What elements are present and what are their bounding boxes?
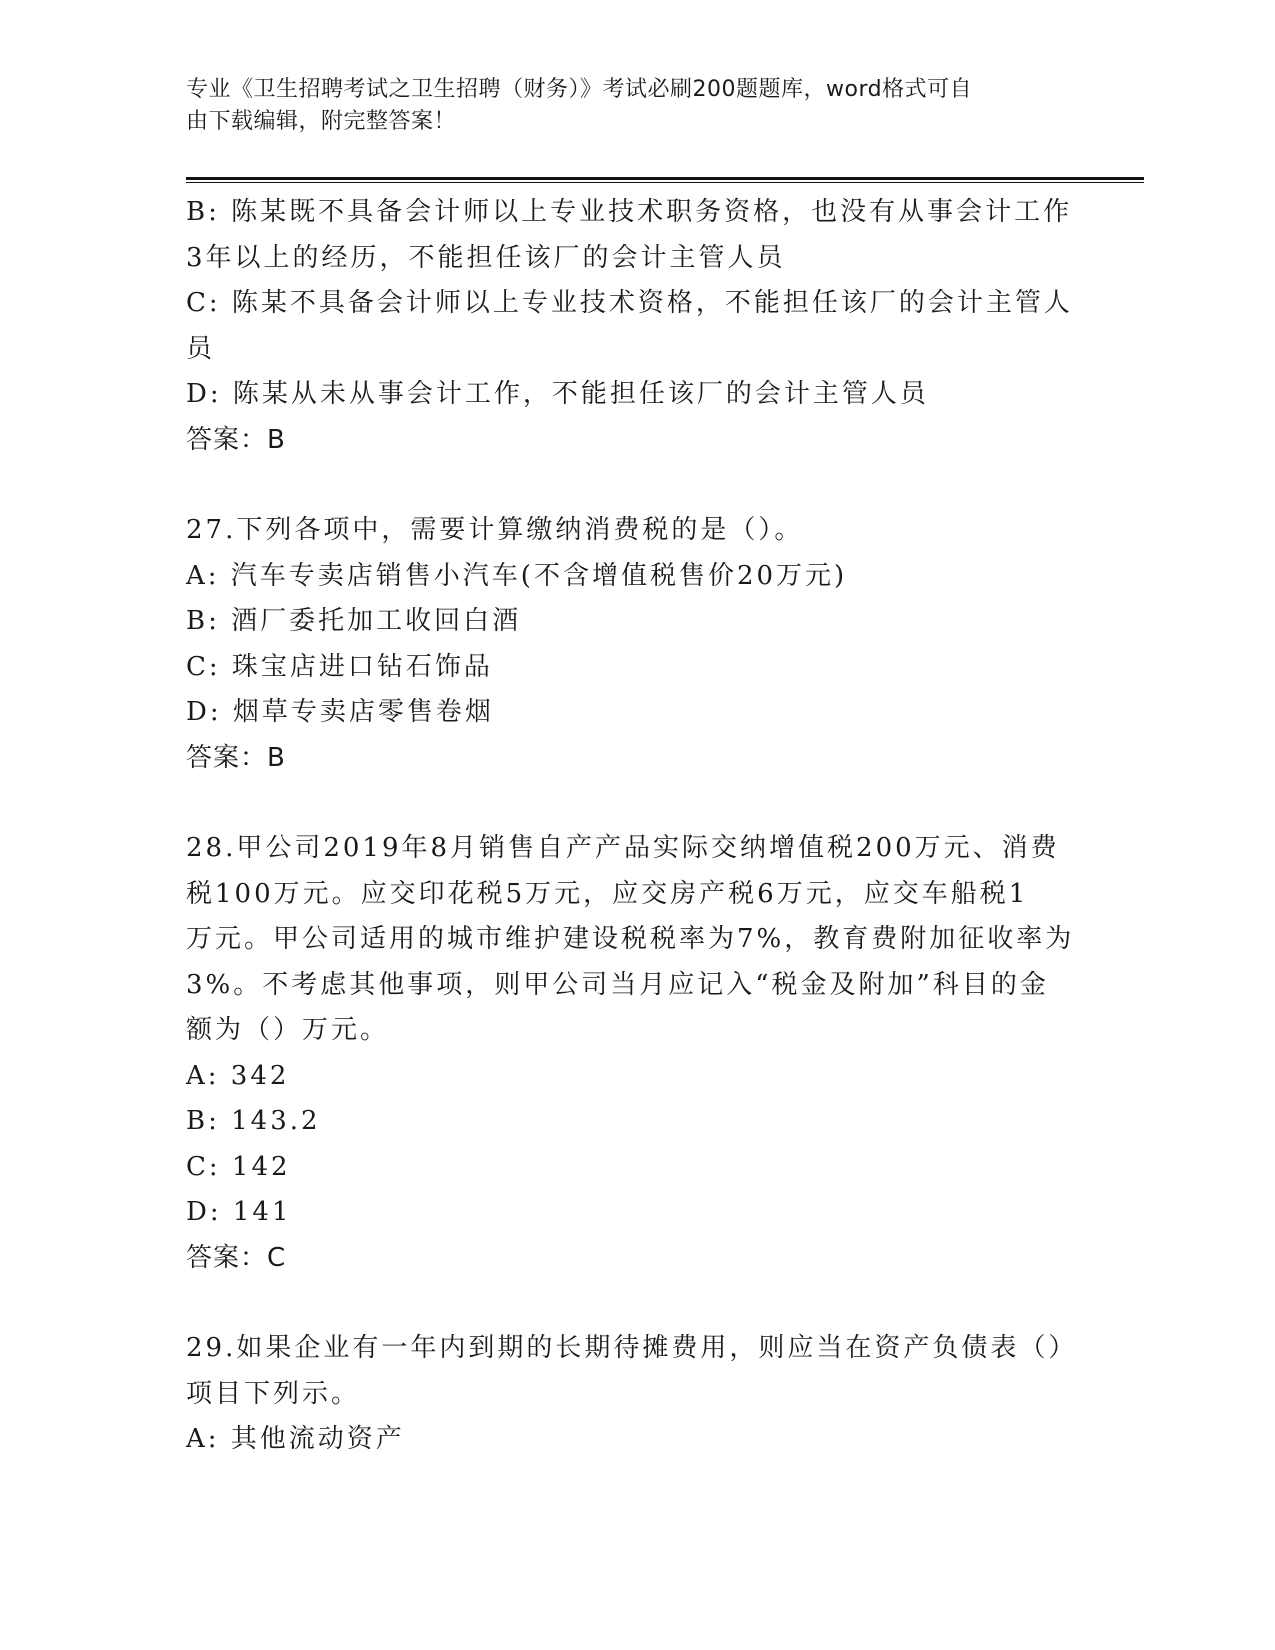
question-stem-line-4: 3%。不考虑其他事项，则甲公司当月应记入“税金及附加”科目的金 xyxy=(186,969,1049,1000)
question-stem-line-2: 项目下列示。 xyxy=(186,1378,361,1409)
answer: 答案：B xyxy=(186,424,286,455)
option-d: D: 141 xyxy=(186,1197,292,1227)
question-26 xyxy=(186,190,1076,463)
option-c: C: 142 xyxy=(186,1151,291,1182)
answer: 答案：C xyxy=(186,1242,287,1273)
option-a: A: 342 xyxy=(186,1060,290,1091)
spacer xyxy=(186,781,1076,826)
option-b-line-2: 3年以上的经历，不能担任该厂的会计主管人员 xyxy=(186,242,786,273)
question-stem-line-1: 28.甲公司2019年8月销售自产产品实际交纳增值税200万元、消费 xyxy=(186,833,1060,863)
question-stem-line-1: 29.如果企业有一年内到期的长期待摊费用，则应当在资产负债表（） xyxy=(186,1333,1078,1363)
answer: 答案：B xyxy=(186,742,286,773)
option-d: D: 烟草专卖店零售卷烟 xyxy=(186,697,494,727)
question-stem: 27.下列各项中，需要计算缴纳消费税的是（）。 xyxy=(186,515,804,545)
question-stem-line-5: 额为（）万元。 xyxy=(186,1015,390,1045)
spacer xyxy=(186,463,1076,508)
spacer xyxy=(186,1281,1076,1326)
option-b: B: 酒厂委托加工收回白酒 xyxy=(186,606,522,636)
option-c-line-2: 员 xyxy=(186,333,216,364)
option-c-line-1: C: 陈某不具备会计师以上专业技术资格，不能担任该厂的会计主管人 xyxy=(186,288,1073,318)
question-28 xyxy=(186,826,1076,1281)
header-rule-thick xyxy=(186,177,1144,180)
question-29 xyxy=(186,1326,1076,1463)
option-d: D: 陈某从未从事会计工作，不能担任该厂的会计主管人员 xyxy=(186,379,929,409)
header-line-2: 由下载编辑，附完整答案！ xyxy=(186,109,457,134)
option-c: C: 珠宝店进口钻石饰品 xyxy=(186,651,493,682)
option-a: A: 其他流动资产 xyxy=(186,1424,405,1454)
option-b: B: 143.2 xyxy=(186,1106,321,1136)
option-a: A: 汽车专卖店销售小汽车(不含增值税售价20万元) xyxy=(186,560,848,591)
question-stem-line-2: 税100万元。应交印花税5万元，应交房产税6万元，应交车船税1 xyxy=(186,878,1029,909)
option-b-line-1: B: 陈某既不具备会计师以上专业技术职务资格，也没有从事会计工作 xyxy=(186,197,1073,227)
header-rule-thin xyxy=(186,182,1144,183)
question-list xyxy=(186,190,1076,1463)
header-line-1: 专业《卫生招聘考试之卫生招聘（财务）》考试必刷200题题库，word格式可自 xyxy=(186,77,973,102)
question-27 xyxy=(186,508,1076,781)
question-stem-line-3: 万元。甲公司适用的城市维护建设税税率为7%，教育费附加征收率为 xyxy=(186,924,1075,954)
document-header xyxy=(186,74,1066,138)
